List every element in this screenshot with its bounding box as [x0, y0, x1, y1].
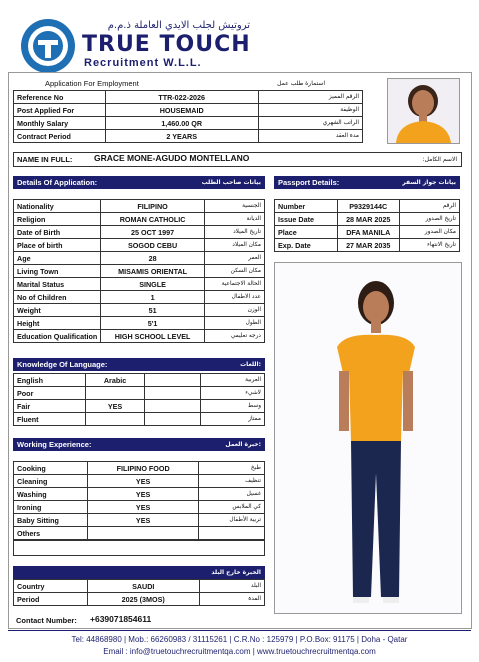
language-title-ar: اللغات:: [240, 361, 261, 368]
row-value: FILIPINO: [101, 200, 205, 213]
row-value: 51: [101, 304, 205, 317]
row-label: Washing: [14, 488, 88, 501]
row-value: 2 YEARS: [105, 130, 258, 143]
row-english: YES: [86, 400, 145, 413]
row-label-ar: تاريخ الانتهاء: [399, 239, 459, 252]
application-title: Application For Employment: [45, 79, 139, 88]
row-label: Weight: [14, 304, 101, 317]
row-label: Cooking: [14, 462, 88, 475]
row-label-ar: طبخ: [199, 462, 265, 475]
table-row: [14, 488, 265, 501]
row-label-ar: ممتاز: [200, 413, 264, 426]
col-arabic: Arabic: [86, 374, 145, 387]
table-row: [14, 527, 265, 540]
table-row: [14, 226, 265, 239]
table-row: [14, 387, 265, 400]
table-row: [14, 317, 265, 330]
row-label: Nationality: [14, 200, 101, 213]
row-value: YES: [88, 475, 199, 488]
row-label: Post Applied For: [14, 104, 106, 117]
row-english: [86, 387, 145, 400]
row-label-ar: مدة العقد: [258, 130, 362, 143]
row-value: SOGOD CEBU: [101, 239, 205, 252]
row-label-ar: تاريخ الميلاد: [204, 226, 264, 239]
name-value: GRACE MONE-AGUDO MONTELLANO: [94, 153, 250, 163]
row-value: HIGH SCHOOL LEVEL: [101, 330, 205, 343]
brand-sub: Recruitment W.L.L.: [84, 57, 202, 69]
contact-label: Contact Number:: [16, 616, 77, 625]
row-label-ar: مكان الصدور: [399, 226, 459, 239]
experience-notes-box: [13, 540, 265, 556]
row-label-ar: الطول: [204, 317, 264, 330]
row-label: Height: [14, 317, 101, 330]
experience-bar: [13, 438, 265, 451]
row-value: 1,460.00 QR: [105, 117, 258, 130]
row-label: No of Children: [14, 291, 101, 304]
row-label: Country: [14, 580, 88, 593]
row-value: 1: [101, 291, 205, 304]
row-value: YES: [88, 514, 199, 527]
row-value: HOUSEMAID: [105, 104, 258, 117]
footer-line-1: Tel: 44868980 | Mob.: 66260983 / 31115261 | C.R.No : 125979 | P.O.Box: 91175 | Doha - Qatar: [71, 635, 408, 644]
table-row: [14, 400, 265, 413]
row-value: 25 OCT 1997: [101, 226, 205, 239]
row-label-ar: لاشيء: [200, 387, 264, 400]
row-label: Monthly Salary: [14, 117, 106, 130]
row-label: Religion: [14, 213, 101, 226]
row-value: 28 MAR 2025: [337, 213, 399, 226]
row-label-ar: كي الملابس: [199, 501, 265, 514]
row-label-ar: الراتب الشهري: [258, 117, 362, 130]
row-value: ROMAN CATHOLIC: [101, 213, 205, 226]
header-photo: [387, 78, 460, 144]
table-row: [14, 213, 265, 226]
row-label: Fluent: [14, 413, 86, 426]
row-label-ar: الحالة الاجتماعية: [204, 278, 264, 291]
row-value: YES: [88, 488, 199, 501]
row-label: Cleaning: [14, 475, 88, 488]
details-title: Details Of Application:: [17, 178, 98, 187]
row-label-ar: وسط: [200, 400, 264, 413]
application-table: [13, 90, 363, 143]
table-row: [14, 200, 265, 213]
row-value: SINGLE: [101, 278, 205, 291]
row-label: Age: [14, 252, 101, 265]
row-value: 2025 (3MOS): [87, 593, 199, 606]
row-label: Number: [275, 200, 338, 213]
details-bar: [13, 176, 265, 189]
col-english: English: [14, 374, 86, 387]
table-row: [14, 304, 265, 317]
row-label: Place of birth: [14, 239, 101, 252]
row-label: Reference No: [14, 91, 106, 104]
experience-table: [13, 461, 265, 540]
row-value: TTR-022-2026: [105, 91, 258, 104]
row-label-ar: العمر: [204, 252, 264, 265]
row-value: SAUDI: [87, 580, 199, 593]
details-title-ar: بيانات صاحب الطلب: [201, 179, 261, 186]
table-row: [14, 252, 265, 265]
row-label-ar: تنظيف: [199, 475, 265, 488]
row-value: 5'1: [101, 317, 205, 330]
experience-title: Working Experience:: [17, 440, 92, 449]
row-label-ar: الجنسية: [204, 200, 264, 213]
language-bar: [13, 358, 265, 371]
row-value: 27 MAR 2035: [337, 239, 399, 252]
language-header-row: [14, 374, 265, 387]
table-row: [14, 117, 363, 130]
row-arabic: [144, 387, 200, 400]
abroad-title-ar: الخبرة خارج البلد: [211, 569, 261, 576]
table-row: [275, 239, 460, 252]
name-label: NAME IN FULL:: [17, 155, 73, 164]
experience-title-ar: خبرة العمل:: [225, 441, 261, 448]
table-row: [14, 104, 363, 117]
row-label: Period: [14, 593, 88, 606]
table-row: [14, 291, 265, 304]
details-table: [13, 199, 265, 343]
row-value: [88, 527, 199, 540]
col-blank: [144, 374, 200, 387]
row-value: YES: [88, 501, 199, 514]
footer-line-2: Email : info@truetouchrecruitmentqa.com | www.truetouchrecruitmentqa.com: [103, 647, 376, 656]
table-row: [14, 265, 265, 278]
row-value: MISAMIS ORIENTAL: [101, 265, 205, 278]
row-label: Baby Sitting: [14, 514, 88, 527]
row-value: P9329144C: [337, 200, 399, 213]
row-value: 28: [101, 252, 205, 265]
row-label-ar: البلد: [199, 580, 264, 593]
row-label-ar: درجه تعليمي: [204, 330, 264, 343]
row-label-ar: مكان الميلاد: [204, 239, 264, 252]
brand-main: TRUE TOUCH: [82, 32, 251, 57]
passport-bar: [274, 176, 460, 189]
table-row: [14, 462, 265, 475]
table-row: [14, 580, 265, 593]
row-label: Issue Date: [275, 213, 338, 226]
footer-rule: [8, 630, 471, 631]
row-label-ar: عدد الاطفال: [204, 291, 264, 304]
row-label-ar: الرقم: [399, 200, 459, 213]
row-arabic: [144, 413, 200, 426]
table-row: [14, 501, 265, 514]
row-label: Others: [14, 527, 88, 540]
company-arabic-name: تروتيش لجلب الايدي العاملة ذ.م.م: [107, 20, 250, 31]
row-label: Date of Birth: [14, 226, 101, 239]
row-label-ar: الديانة: [204, 213, 264, 226]
row-label: Marital Status: [14, 278, 101, 291]
abroad-table: [13, 579, 265, 606]
row-value: FILIPINO FOOD: [88, 462, 199, 475]
row-label-ar: الوزن: [204, 304, 264, 317]
row-value: DFA MANILA: [337, 226, 399, 239]
row-label: Exp. Date: [275, 239, 338, 252]
row-label-ar: تاريخ الصدور: [399, 213, 459, 226]
row-label: Contract Period: [14, 130, 106, 143]
row-label: Education Qualification: [14, 330, 101, 343]
company-logo: [20, 18, 76, 74]
row-label-ar: غسيل: [199, 488, 265, 501]
row-label-ar: مكان السكن: [204, 265, 264, 278]
table-row: [14, 475, 265, 488]
table-row: [14, 330, 265, 343]
row-english: [86, 413, 145, 426]
language-table: [13, 373, 265, 426]
passport-title-ar: بيانات جواز السفر: [402, 179, 456, 186]
row-label-ar: المدة: [199, 593, 264, 606]
table-row: [14, 413, 265, 426]
table-row: [14, 514, 265, 527]
table-row: [14, 278, 265, 291]
table-row: [275, 226, 460, 239]
passport-table: [274, 199, 460, 252]
row-arabic: [144, 400, 200, 413]
row-label-ar: الرقم المميز: [258, 91, 362, 104]
abroad-bar: [13, 566, 265, 579]
row-label: Ironing: [14, 501, 88, 514]
name-row: [13, 152, 462, 167]
table-row: [275, 213, 460, 226]
row-label-ar: الوظيفة: [258, 104, 362, 117]
row-label-ar: [199, 527, 265, 540]
table-row: [14, 130, 363, 143]
application-title-ar: استمارة طلب عمل: [277, 80, 325, 87]
table-row: [14, 593, 265, 606]
full-body-photo: [274, 262, 462, 614]
language-title: Knowledge Of Language:: [17, 360, 108, 369]
contact-value: +639071854611: [90, 614, 152, 624]
name-label-ar: الاسم الكامل:: [422, 156, 457, 163]
table-row: [14, 239, 265, 252]
row-label: Living Town: [14, 265, 101, 278]
table-row: [14, 91, 363, 104]
row-label: Poor: [14, 387, 86, 400]
row-label: Fair: [14, 400, 86, 413]
row-label: Place: [275, 226, 338, 239]
row-label-ar: تربية الأطفال: [199, 514, 265, 527]
col-arabic-ar: العربية: [200, 374, 264, 387]
passport-title: Passport Details:: [278, 178, 340, 187]
table-row: [275, 200, 460, 213]
